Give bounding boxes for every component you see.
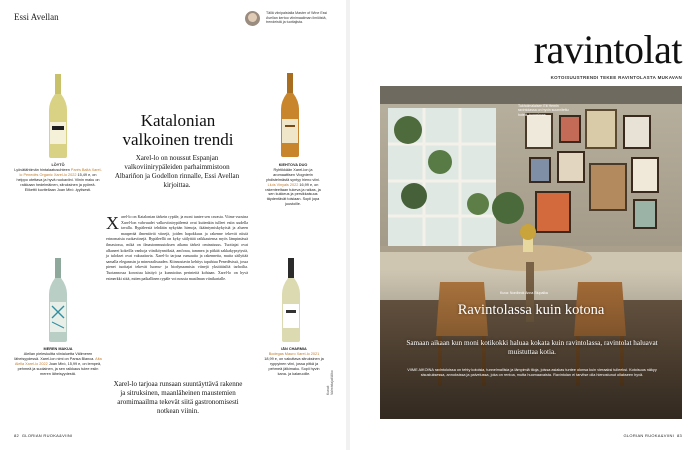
magazine-name: GLORIAN RUOKA&VIINI xyxy=(623,433,675,438)
left-page xyxy=(0,0,346,450)
author-portrait xyxy=(245,11,260,26)
photo-credit: Kuva: Nordbrok Anna Stupalka xyxy=(500,291,548,295)
section-tagline: KOTOISUUSTRENDI TEKEE RAVINTOLASTA MUKAVAN xyxy=(550,75,682,80)
pull-quote: Xarel-lo tarjoaa runsaan suuntäyttävä rakenne ja sitruksinen, maanläheinen maustemien aromimaailma tekevät siitä gastronomisesti notkean viinin. xyxy=(113,380,243,415)
article-body xyxy=(106,214,248,281)
page-header-author: Essi Avellan xyxy=(14,12,59,22)
folio-left xyxy=(14,433,73,438)
wine-blurb-2: KIEHTOVA DUO Ryhtikkään Xarel-lon ja aromaattisen Viognierin yhdistelmästä syntyy hieno viini. Lluís Vinyals 2022 16,99 e, on rakenteeltaan tukeva ja raikas, ja sen kukkeus ja persikkaisuus täydentävät toisiaan. Sopii jopa juustoille. xyxy=(265,163,321,207)
feature-title: Ravintolassa kuin kotona xyxy=(457,302,605,318)
drop-cap: X xyxy=(106,213,119,233)
section-title: ravintolat xyxy=(533,27,682,72)
right-page xyxy=(350,0,696,450)
page-number: 83 xyxy=(676,433,682,438)
wine-bottle-4 xyxy=(280,258,302,342)
wine-bottle-1 xyxy=(47,74,69,158)
page-number: 82 xyxy=(14,433,20,438)
article-title: Katalonian valkoinen trendi xyxy=(122,111,234,149)
article-body-text: arel-lo on Katalonian tärkein rypäle, ja moni tuntee sen cavasta. Viime vuosina Xarel-lon vahvuudet valkoviinirypäleenä ovat kuitenkin tulleet esiin uudella tavalla. Rypäleestä tehdään nykyään hienoja, ikääntymiskykyisiä ja alueen maaperää ilmentäviä viinejä, joiden hapokkuus ja rakenne tekevät niistä erinomaisia ruokaviinejä. Rypäleellä on kyky säilyttää raikkautensa myös lämpimässä ilmastossa, mikä on ilmastonmuutoksen aikana tärkeä ominaisuus. Tuottajat ovat alkaneet kokeilla vanhoja viiniköynnöksiä, amforaa, tammea ja pitkää sakkakypsytystä, ja tulokset ovat vakuuttavia. Xarel-lo tarjoaa runsautta ja rakennetta, mutta säilyttää samalla eleganssin ja mineraalisuuden. Kiinnostavin kehitys tapahtuu Penedèsissä, jossa pienet tuottajat tekevät luomu- ja biodynaamisia viinejä yksittäisiltä tarhoilta. Tuotannossa korostuu käsityö ja kunnioitus perinteitä kohtaan. Xarel-lo on hyvä esimerkki siitä, miten paikallinen rypäle voi nousta maailman viinikartalle. xyxy=(106,214,248,281)
photo-credit-vertical: Kuvat: Valmistajat/Alko xyxy=(326,370,334,395)
magazine-name: GLORIAN RUOKA&VIINI xyxy=(21,433,73,438)
article-lead: Xarel-lo on noussut Espanjan valkoviinirypäleiden parhaimmistoon Albariñon ja Godellon rinnalle, Essi Avellan kirjoittaa. xyxy=(114,154,240,189)
wine-bottle-3 xyxy=(47,258,69,342)
photo-caption: Tukholmalaisen Ett Hemin ravintolassa on hyvin suunniteltu hotelli -tunnelmaa. xyxy=(518,104,569,117)
wine-bottle-2 xyxy=(279,73,301,157)
feature-body: VIIME AIKOINA ravintoloissa on tehty kotoisia, tunnelmallisia ja lämpimiä tiloja, joissa asiakas tuntee olonsa kuin vieraaksi tulleeksi. Kotoisuus näkyy sisustuksessa, annoksissa ja palvelussa, joka on rentoa, mutta huomaavaista. Ravintolan ei tarvitse olla hienostunut ollakseen hyvä. xyxy=(407,368,657,377)
wine-blurb-1: LÖYTÖ Lyövätähtimän hintalaatusuhteen Parés Baltà Xarel-lo Penedès Organic Xarel-lo 2022 15,49 e, on helppo otettava ja hyvä ruokaviini. Viinin maku on raikkaan hedelmäinen, sitruksinen ja pyöreä. Elikettii kuvitellaan Joan Miró -tyylisesti. xyxy=(14,163,102,192)
wine-blurb-4: IÄN CHARMIA Bodegas Mauro Xarel-lo 2021 18,99 e, on vakuttava sitruksinen ja ryppyinen viini, jossa pitkä ja pehmeä jälkimaku. Sopii hyvin kana- ja kalaruoille. xyxy=(264,347,324,376)
folio-right xyxy=(624,433,683,438)
feature-lead: Samaan aikaan kun moni kotikokki haluaa kokata kuin ravintolassa, ravintolat haluavat muistuttaa kotia. xyxy=(406,339,658,356)
author-note: Tällä viinipalstalla Master of Wine Essi Avellan kertoo viinimaailman ilmiöistä, trendeistä ja tuottajista. xyxy=(266,11,328,25)
wine-blurb-3: MEREN MAKUA Alellan pieleskultta viinialuetta Välimeren läheisyydessä. Xarel-lon nimi on Pansa Blanca. Alta Alella Xarel-lo 2022 Joan Miró, 15,99 e, on lempeä, pehmeä ja suolainen, ja sen raikkaus tulee esiin meren läheisyydestä. xyxy=(14,347,102,376)
